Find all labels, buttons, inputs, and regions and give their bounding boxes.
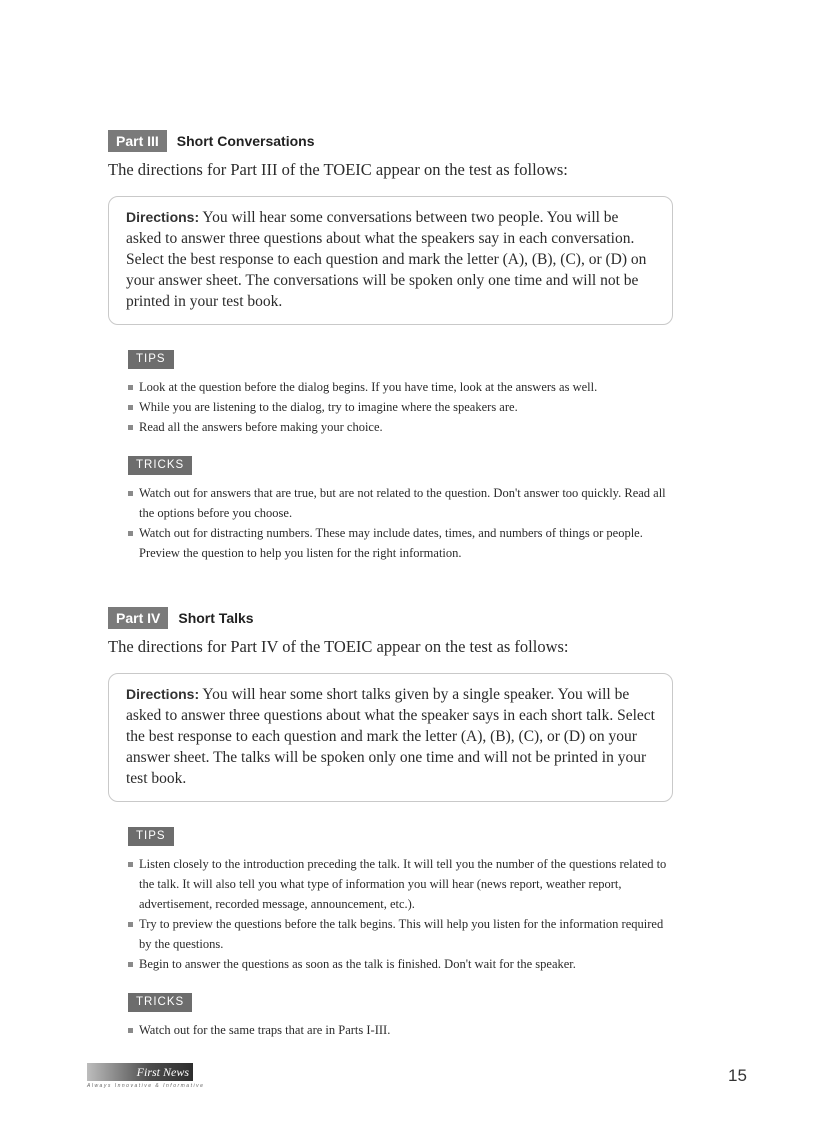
part3-header <box>108 130 673 152</box>
list-item: Look at the question before the dialog begins. If you have time, look at the answers as well. <box>128 377 673 397</box>
part4-tricks-list <box>128 1020 673 1040</box>
publisher-tagline: Always Innovative & Informative <box>87 1083 205 1089</box>
part3-tips-list <box>128 377 673 437</box>
part4-badge: Part IV <box>108 607 168 629</box>
part4-title: Short Talks <box>178 610 254 626</box>
list-item: Try to preview the questions before the talk begins. This will help you listen for the information required by the questions. <box>128 914 673 954</box>
list-item: While you are listening to the dialog, try to imagine where the speakers are. <box>128 397 673 417</box>
part3-directions-text: You will hear some conversations between two people. You will be asked to answer three questions about what the speakers say in each conversation. Select the best response to each question and mark the letter (A), (B), (C), or (D) on your answer sheet. The conversations will be spoken only one time and will not be printed in your test book. <box>126 209 647 310</box>
part3-directions-box <box>108 196 673 325</box>
publisher-logo: First News <box>87 1063 193 1081</box>
list-item: Watch out for distracting numbers. These may include dates, times, and numbers of things or people. Preview the question to help you listen for the right information. <box>128 523 673 563</box>
list-item: Begin to answer the questions as soon as the talk is finished. Don't wait for the speaker. <box>128 954 673 974</box>
part3-section <box>108 130 673 563</box>
part4-directions-box <box>108 673 673 802</box>
list-item: Watch out for the same traps that are in Parts I-III. <box>128 1020 673 1040</box>
part4-header <box>108 607 673 629</box>
list-item: Listen closely to the introduction preceding the talk. It will tell you the number of the questions related to the talk. It will also tell you what type of information you will hear (news report, weather report, advertisement, recorded message, announcement, etc.). <box>128 854 673 914</box>
part3-title: Short Conversations <box>176 133 315 149</box>
part4-directions-label: Directions: <box>126 686 200 702</box>
part3-tricks-tag: TRICKS <box>128 456 192 475</box>
part3-intro: The directions for Part III of the TOEIC appear on the test as follows: <box>108 160 568 179</box>
part3-directions-label: Directions: <box>126 209 200 225</box>
list-item: Read all the answers before making your choice. <box>128 417 673 437</box>
part4-section <box>108 607 673 1040</box>
part3-badge: Part III <box>108 130 167 152</box>
part4-tricks-tag: TRICKS <box>128 993 192 1012</box>
part4-intro: The directions for Part IV of the TOEIC appear on the test as follows: <box>108 637 569 656</box>
list-item: Watch out for answers that are true, but are not related to the question. Don't answer too quickly. Read all the options before you choose. <box>128 483 673 523</box>
part4-directions-text: You will hear some short talks given by a single speaker. You will be asked to answer three questions about what the speaker says in each short talk. Select the best response to each question and mark the letter (A), (B), (C), or (D) on your answer sheet. The talks will be spoken only one time and will not be printed in your test book. <box>126 686 655 787</box>
part4-tips-list <box>128 854 673 974</box>
part3-tips-tag: TIPS <box>128 350 174 369</box>
part4-tips-tag: TIPS <box>128 827 174 846</box>
page-number: 15 <box>728 1066 747 1085</box>
part3-tricks-list <box>128 483 673 563</box>
